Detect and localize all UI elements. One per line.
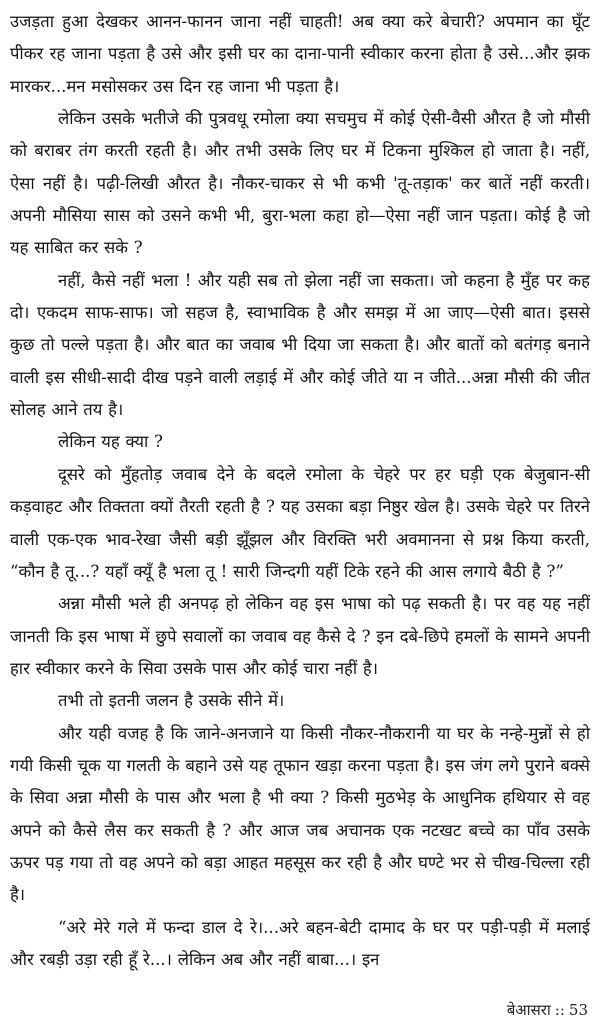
running-title: बेआसरा xyxy=(506,1001,551,1019)
paragraph-5: दूसरे को मुँहतोड़ जवाब देने के बदले रमोला के चेहरे पर हर घड़ी एक बेजुबान-सी कड़वाहट और तिक्तता क्यों तैरती रहती है ? यह उसका बड़ा निष्ठुर खेल है। उसके चेहरे पर तिरने वाली एक-एक भाव-रेखा जैसी बड़ी झूँझल और विरक्ति भरी अवमानना से प्रश्न किया करती, “कौन है तू...? यहाँ क्यूँ है भला तू ! सारी जिन्दगी यहीं टिके रहने की आस लगाये बैठी है ?” xyxy=(10,464,590,581)
paragraph-3: नहीं, कैसे नहीं भला ! और यही सब तो झेला नहीं जा सकता। जो कहना है मुँह पर कह दो। एकदम साफ-साफ। जो सहज है, स्वाभाविक है और समझ में आ जाए—ऐसी बात। इससे कुछ तो पल्ले पड़ता है। और बात का जवाब भी दिया जा सकता है। और बातों को बतंगड़ बनाने वाली इस सीधी-सादी दीख पड़ने वाली लड़ाई में और कोई जीते या न जीते...अन्ना मौसी की जीत सोलह आने तय है। xyxy=(10,270,590,420)
paragraph-9: “अरे मेरे गले में फन्दा डाल दे रे।...अरे बहन-बेटी दामाद के घर पर पड़ी-पड़ी में मलाई और रबड़ी उड़ा रही हूँ रे...। लेकिन अब और नहीं बाबा...। इन xyxy=(10,917,590,969)
paragraph-1: उजड़ता हुआ देखकर आनन-फानन जाना नहीं चाहती! अब क्या करे बेचारी? अपमान का घूँट पीकर रह जाना पड़ता है उसे और इसी घर का दाना-पानी स्वीकार करना होता है उसे...और झक मारकर...मन मसोसकर उस दिन रह जाना भी पड़ता है। xyxy=(10,12,590,96)
footer-separator: :: xyxy=(554,1001,565,1019)
page-number: 53 xyxy=(568,1001,588,1019)
paragraph-8: और यही वजह है कि जाने-अनजाने या किसी नौकर-नौकरानी या घर के नन्हे-मुन्नों से हो गयी किसी चूक या गलती के बहाने उसे यह तूफान खड़ा करना पड़ता है। इस जंग लगे पुराने बक्से के सिवा अन्ना मौसी के पास और भला है भी क्या ? किसी मुठभेड़ के आधुनिक हथियार से वह अपने को कैसे लैस कर सकती है ? और आज जब अचानक एक नटखट बच्चे का पाँव उसके ऊपर पड़ गया तो वह अपने को बड़ा आहत महसूस कर रही है और घण्टे भर से चीख-चिल्ला रही है। xyxy=(10,723,590,905)
paragraph-4: लेकिन यह क्या ? xyxy=(58,432,163,452)
page-footer xyxy=(507,1000,588,1020)
paragraph-7: तभी तो इतनी जलन है उसके सीने में। xyxy=(58,691,285,711)
paragraph-6: अन्ना मौसी भले ही अनपढ़ हो लेकिन वह इस भाषा को पढ़ सकती है। पर वह यह नहीं जानती कि इस भाषा में छुपे सवालों का जवाब वह कैसे दे ? इन दबे-छिपे हमलों के सामने अपनी हार स्वीकार करने के सिवा उसके पास और कोई चारा नहीं है। xyxy=(10,594,590,678)
paragraph-2: लेकिन उसके भतीजे की पुत्रवधू रमोला क्या सचमुच में कोई ऐसी-वैसी औरत है जो मौसी को बराबर तंग करती रहती है। और तभी उसके लिए घर में टिकना मुश्किल हो जाता है। नहीं, ऐसा नहीं है। पढ़ी-लिखी औरत है। नौकर-चाकर से भी कभी 'तू-तड़ाक' कर बातें नहीं करती। अपनी मौसिया सास को उसने कभी भी, बुरा-भला कहा हो—ऐसा नहीं जान पड़ता। कोई है जो यह साबित कर सके ? xyxy=(10,109,590,258)
